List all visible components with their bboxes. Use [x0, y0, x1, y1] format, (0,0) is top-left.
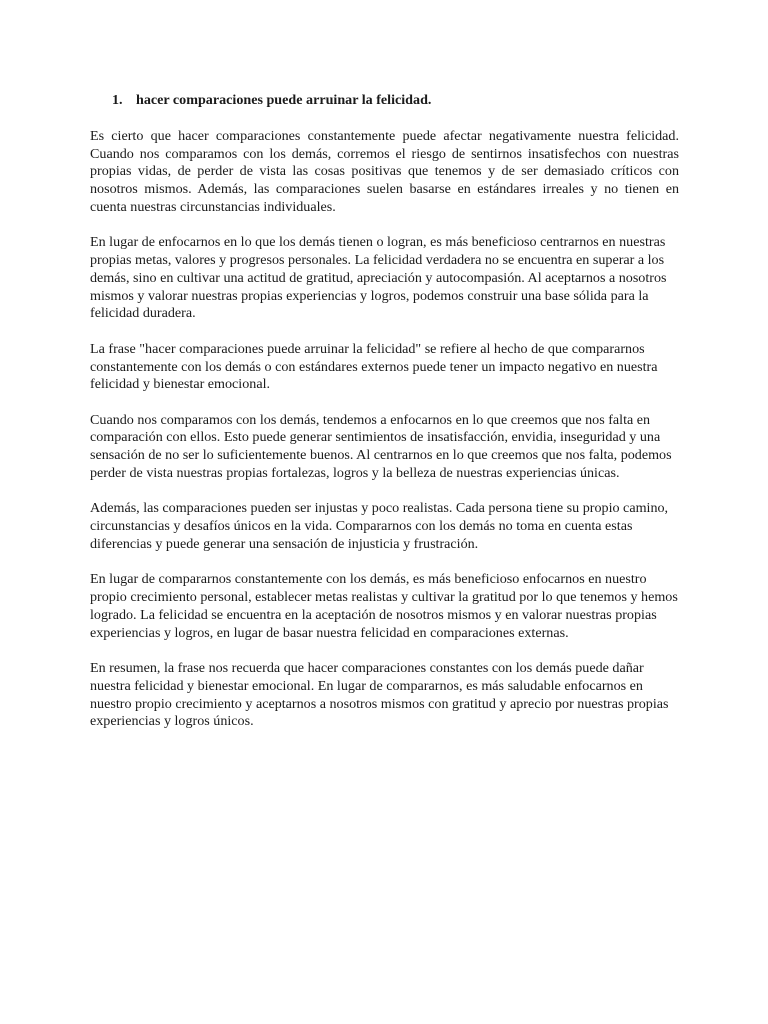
paragraph-what-we-lack: Cuando nos comparamos con los demás, tendemos a enfocarnos en lo que creemos que nos falta en comparación con ellos. Esto puede generar sentimientos de insatisfacción, envidia, inseguridad y una sensación de no ser lo suficientemente buenos. Al centrarnos en lo que creemos que nos falta, podemos perder de vista nuestras propias fortalezas, logros y la belleza de nuestras experiencias únicas.: [90, 411, 672, 482]
paragraph-focus-own-goals: En lugar de enfocarnos en lo que los demás tienen o logran, es más beneficioso centrarnos en nuestras propias metas, valores y progresos personales. La felicidad verdadera no se encuentra en superar a los demás, sino en cultivar una actitud de gratitud, apreciación y autocompasión. Al aceptarnos a nosotros mismos y valorar nuestras propias experiencias y logros, podemos construir una base sólida para la felicidad duradera.: [90, 234, 667, 322]
section-heading: [112, 92, 679, 110]
heading-number: 1.: [112, 92, 123, 108]
heading-text: hacer comparaciones puede arruinar la felicidad.: [136, 92, 432, 108]
document-body: [90, 92, 679, 749]
paragraph-intro: Es cierto que hacer comparaciones constantemente puede afectar negativamente nuestra felicidad. Cuando nos comparamos con los demás, corremos el riesgo de sentirnos insatisfechos con nuestras propias vidas, de perder de vista las cosas positivas que tenemos y de ser demasiado críticos con nosotros mismos. Además, las comparaciones suelen basarse en estándares irreales y no tienen en cuenta nuestras circunstancias individuales.: [90, 127, 679, 215]
paragraph-phrase-meaning: La frase "hacer comparaciones puede arruinar la felicidad" se refiere al hecho de que compararnos constantemente con los demás o con estándares externos puede tener un impacto negativo en nuestra felicidad y bienestar emocional.: [90, 340, 658, 393]
paragraph-unfair-comparisons: Además, las comparaciones pueden ser injustas y poco realistas. Cada persona tiene su propio camino, circunstancias y desafíos únicos en la vida. Compararnos con los demás no toma en cuenta estas diferencias y puede generar una sensación de injusticia y frustración.: [90, 500, 669, 552]
paragraph-personal-growth: En lugar de compararnos constantemente con los demás, es más beneficioso enfocarnos en nuestro propio crecimiento personal, establecer metas realistas y cultivar la gratitud por lo que tenemos y hemos logrado. La felicidad se encuentra en la aceptación de nosotros mismos y en valorar nuestras propias experiencias y logros, en lugar de basar nuestra felicidad en comparaciones externas.: [90, 571, 678, 641]
paragraph-summary: En resumen, la frase nos recuerda que hacer comparaciones constantes con los demás puede dañar nuestra felicidad y bienestar emocional. En lugar de compararnos, es más saludable enfocarnos en nuestro propio crecimiento y aceptarnos a nosotros mismos con gratitud y aprecio por nuestras propias experiencias y logros únicos.: [90, 659, 669, 730]
